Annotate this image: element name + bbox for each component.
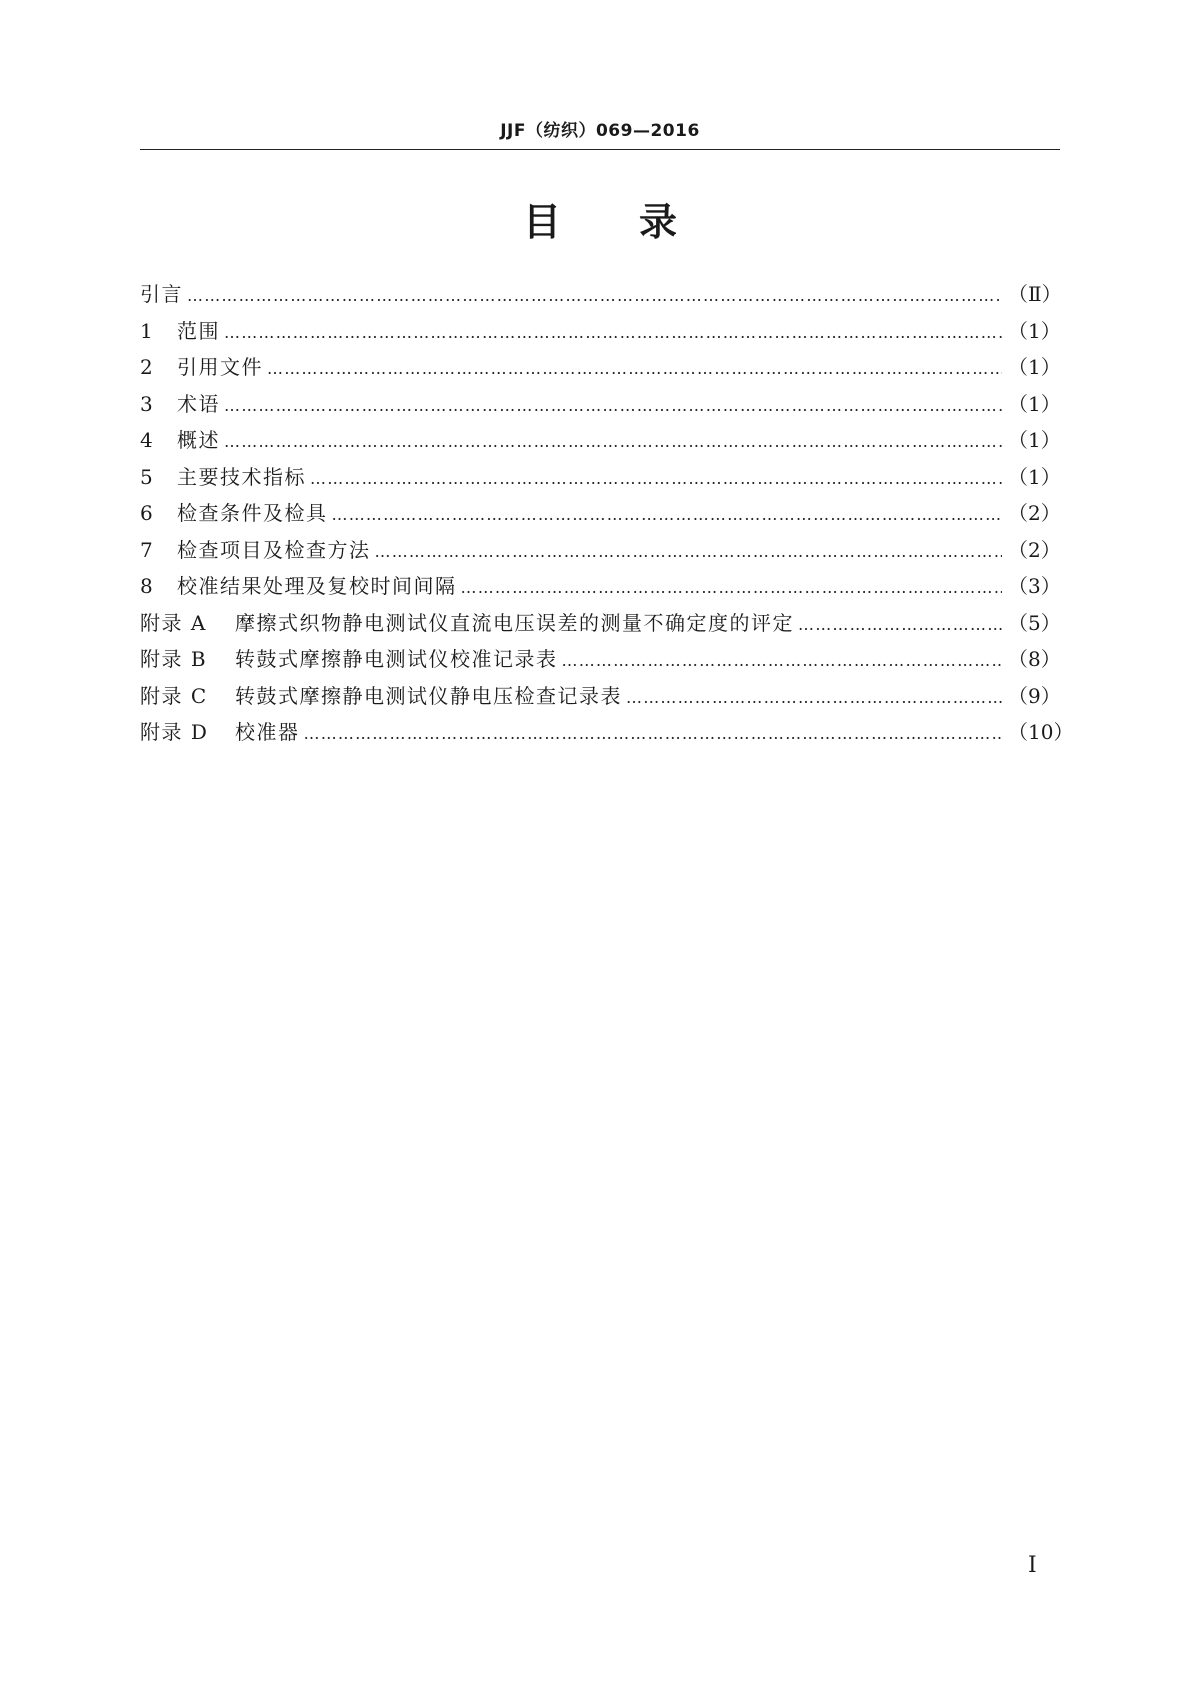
toc-entry-introduction[interactable] — [140, 276, 1060, 313]
toc-entry-label: 检查条件及检具 — [177, 501, 328, 525]
toc-page-number: （3） — [1008, 574, 1061, 598]
running-header: JJF（纺织）069—2016 — [500, 121, 700, 141]
toc-entry-number: 7 — [140, 537, 155, 562]
toc-entry-label: 术语 — [177, 391, 220, 416]
toc-page-number: （8） — [1008, 647, 1061, 671]
toc-dot-leader — [626, 680, 1002, 717]
toc-entry-label: 检查项目及检查方法 — [177, 537, 371, 562]
toc-entry-3[interactable] — [140, 386, 1060, 423]
toc-entry-8[interactable] — [140, 568, 1060, 605]
toc-appendix-prefix: 附录 B — [140, 647, 208, 671]
toc-dot-leader — [562, 643, 1003, 680]
header-rule — [140, 149, 1060, 150]
toc-entry-label: 概述 — [177, 428, 220, 452]
toc-page-number: （1） — [1008, 428, 1061, 452]
page-number: Ⅰ — [1028, 1553, 1037, 1578]
toc-entry-label: 校准器 — [235, 720, 300, 744]
toc-dot-leader — [187, 278, 1002, 315]
toc-page-number: （1） — [1008, 391, 1061, 416]
toc-entry-label: 转鼓式摩擦静电测试仪校准记录表 — [235, 647, 558, 671]
toc-entry-number: 1 — [140, 318, 155, 343]
toc-page-number: （5） — [1008, 610, 1061, 635]
toc-entry-label: 引用文件 — [177, 355, 263, 379]
toc-entry-4[interactable] — [140, 422, 1060, 459]
toc-dot-leader — [461, 570, 1003, 607]
toc-page-number: （2） — [1008, 537, 1061, 562]
toc-dot-leader — [224, 388, 1002, 425]
toc-entry-number: 6 — [140, 501, 155, 525]
toc-page-number: （2） — [1008, 501, 1061, 525]
toc-dot-leader — [375, 534, 1003, 571]
toc-entry-appendix-d[interactable] — [140, 714, 1074, 751]
toc-page-number: （1） — [1008, 355, 1061, 379]
toc-appendix-prefix: 附录 C — [140, 683, 208, 708]
page-title: 目录 — [522, 200, 755, 244]
toc-dot-leader — [310, 461, 1002, 498]
toc-entry-label: 主要技术指标 — [177, 464, 306, 489]
toc-dot-leader — [224, 424, 1002, 461]
toc-entry-1[interactable] — [140, 313, 1060, 350]
toc-entry-number: 4 — [140, 428, 155, 452]
toc-entry-label: 引言 — [140, 282, 183, 306]
toc-entry-appendix-b[interactable] — [140, 641, 1060, 678]
table-of-contents — [140, 276, 1074, 751]
toc-entry-6[interactable] — [140, 495, 1060, 532]
toc-page-number: （Ⅱ） — [1008, 282, 1062, 306]
toc-page-number: （9） — [1008, 683, 1061, 708]
toc-entry-2[interactable] — [140, 349, 1060, 386]
toc-entry-label: 范围 — [177, 318, 220, 343]
toc-entry-label: 摩擦式织物静电测试仪直流电压误差的测量不确定度的评定 — [235, 610, 794, 635]
toc-entry-appendix-c[interactable] — [140, 678, 1060, 715]
toc-page-number: （10） — [1008, 720, 1074, 744]
toc-appendix-prefix: 附录 A — [140, 610, 207, 635]
toc-entry-label: 校准结果处理及复校时间间隔 — [177, 574, 457, 598]
toc-entry-label: 转鼓式摩擦静电测试仪静电压检查记录表 — [235, 683, 622, 708]
toc-dot-leader — [332, 497, 1003, 534]
toc-appendix-prefix: 附录 D — [140, 720, 209, 744]
toc-dot-leader — [224, 315, 1002, 352]
toc-entry-7[interactable] — [140, 532, 1060, 569]
toc-entry-number: 2 — [140, 355, 155, 379]
toc-dot-leader — [798, 607, 1002, 644]
toc-dot-leader — [304, 716, 1003, 753]
toc-entry-number: 8 — [140, 574, 155, 598]
toc-entry-appendix-a[interactable] — [140, 605, 1060, 642]
toc-entry-5[interactable] — [140, 459, 1060, 496]
toc-dot-leader — [267, 351, 1002, 388]
toc-page-number: （1） — [1008, 318, 1061, 343]
toc-page-number: （1） — [1008, 464, 1061, 489]
toc-entry-number: 5 — [140, 464, 155, 489]
toc-entry-number: 3 — [140, 391, 155, 416]
